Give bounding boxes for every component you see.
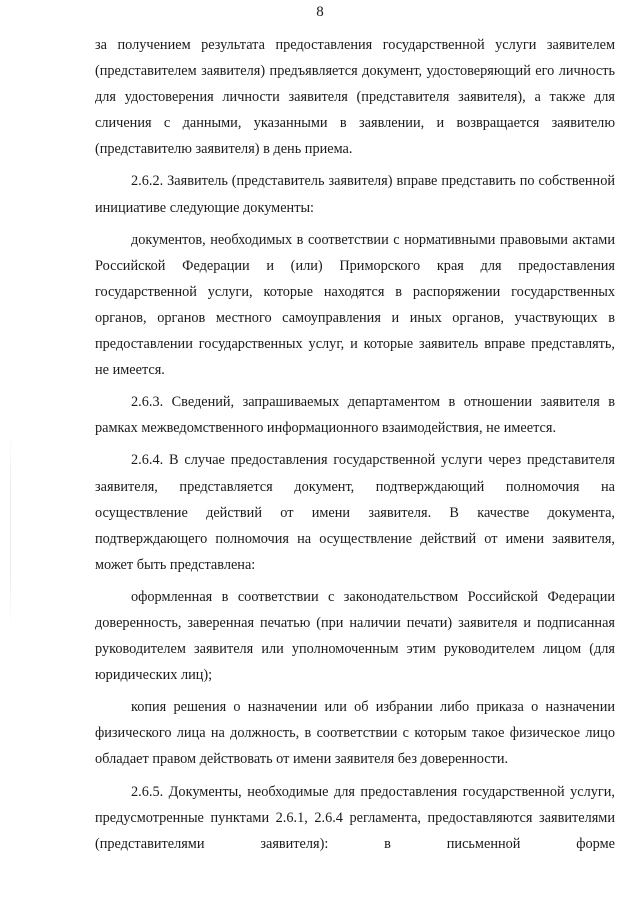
- page-number: 8: [316, 4, 324, 20]
- paragraph-2-6-4: 2.6.4. В случае предоставления государственной услуги через представителя заявителя, представляется документ, подтверждающий полномочия на осуществление действий от имени заявителя. В качестве документа, подтверждающего полномочия на осуществление действий от имени заявителя, может быть представлена:: [95, 452, 615, 573]
- paragraph-2-6-5: 2.6.5. Документы, необходимые для предоставления государственной услуги, предусмотренные пунктами 2.6.1, 2.6.4 регламента, предоставляются заявителями (представителями заявителя): в письменной форме: [95, 783, 615, 852]
- paragraph-documents-list: документов, необходимых в соответствии с нормативными правовыми актами Российской Федерации и (или) Приморского края для предоставления государственной услуги, которые находятся в распоряжении государственных органов, органов местного самоуправления и иных органов, участвующих в предоставлении государственных услуг, и которые заявитель вправе представлять, не имеется.: [95, 231, 615, 379]
- paragraph-2-6-3: 2.6.3. Сведений, запрашиваемых департаментом в отношении заявителя в рамках межведомственного информационного взаимодействия, не имеется.: [95, 394, 615, 437]
- scan-edge-mark: [10, 430, 11, 630]
- paragraph-2-6-2: 2.6.2. Заявитель (представитель заявителя) вправе представить по собственной инициативе следующие документы:: [95, 173, 615, 216]
- document-body: [95, 32, 615, 863]
- paragraph-power-of-attorney: оформленная в соответствии с законодательством Российской Федерации доверенность, заверенная печатью (при наличии печати) заявителя и подписанная руководителем заявителя или уполномоченным этим руководителем лицом (для юридических лиц);: [95, 588, 615, 684]
- paragraph-appointment-decision: копия решения о назначении или об избрании либо приказа о назначении физического лица на должность, в соответствии с которым такое физическое лицо обладает правом действовать от имени заявителя без доверенности.: [95, 699, 615, 768]
- paragraph-continuation: за получением результата предоставления государственной услуги заявителем (представителем заявителя) предъявляется документ, удостоверяющий его личность для удостоверения личности заявителя (представителя заявителя), а также для сличения с данными, указанными в заявлении, и возвращается заявителю (представителю заявителя) в день приема.: [95, 37, 615, 158]
